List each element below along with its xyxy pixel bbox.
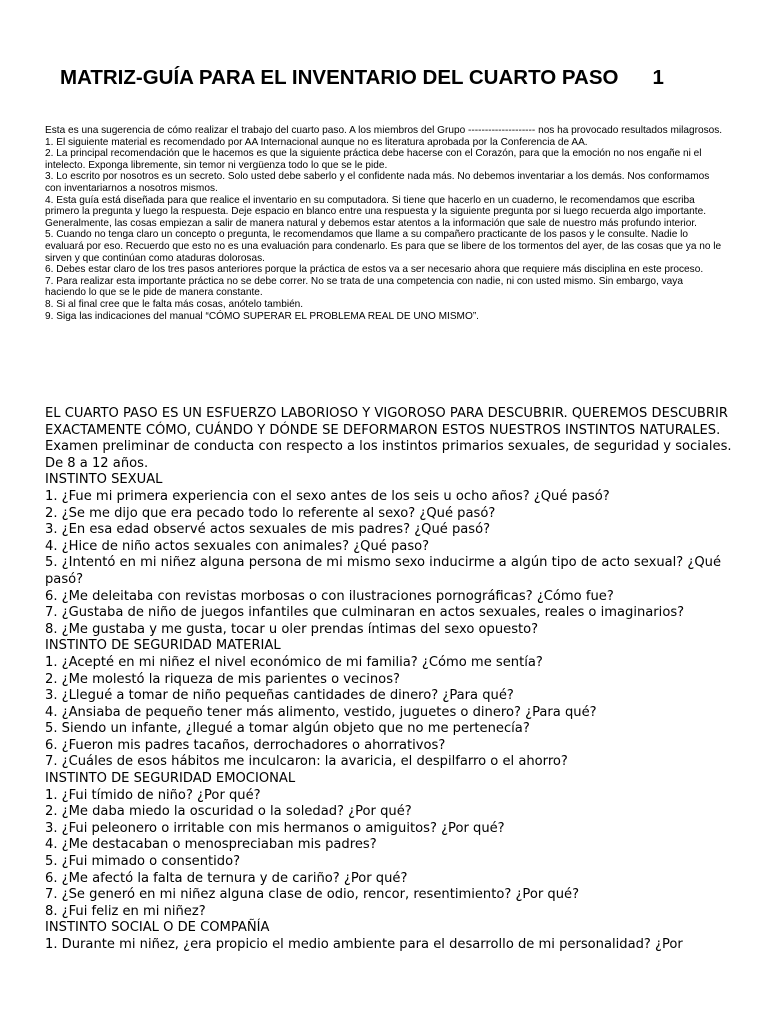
question-item: 7. ¿Se generó en mi niñez alguna clase de odio, rencor, resentimiento? ¿Por qué? (45, 887, 580, 903)
question-item: 2. ¿Se me dijo que era pecado todo lo referente al sexo? ¿Qué pasó? (45, 505, 496, 521)
section-heading-emotional-security: INSTINTO DE SEGURIDAD EMOCIONAL (45, 771, 296, 787)
section-heading-social: INSTINTO SOCIAL O DE COMPAÑÍA (45, 920, 270, 936)
question-item: 4. ¿Hice de niño actos sexuales con animales? ¿Qué paso? (45, 538, 430, 554)
intro-paragraph: 6. Debes estar claro de los tres pasos anteriores porque la práctica de estos va a ser necesario ahora que requiere más disciplina en este proceso. (45, 264, 704, 276)
question-item: 8. ¿Me gustaba y me gusta, tocar u oler prendas íntimas del sexo opuesto? (45, 621, 539, 637)
section-intro-heading: EL CUARTO PASO ES UN ESFUERZO LABORIOSO Y VIGOROSO PARA DESCUBRIR. QUEREMOS DESCUBRIR EXACTAMENTE CÓMO, CUÁNDO Y DÓNDE SE DEFORMARON ESTOS NUESTROS INSTINTOS NATURALES. (45, 406, 728, 438)
question-item: 3. ¿Llegué a tomar de niño pequeñas cantidades de dinero? ¿Para qué? (45, 688, 514, 704)
question-item: 6. ¿Me deleitaba con revistas morbosas o con ilustraciones pornográficas? ¿Cómo fue? (45, 588, 614, 604)
intro-paragraph: 4. Esta guía está diseñada para que realice el inventario en su computadora. Si tiene que hacerlo en un cuaderno, le recomendamos que escriba primero la pregunta y luego la respuesta. Deje espacio en blanco entre una respuesta y la siguiente pregunta por si luego recuerda algo importante. Generalmente, las cosas empiezan a salir de manera natural y debemos estar atentos a la información que sale de nuestro más profundo interior. (45, 194, 706, 229)
question-item: 5. ¿Fui mimado o consentido? (45, 854, 241, 870)
section-heading-sexual: INSTINTO SEXUAL (45, 472, 163, 488)
question-item: 3. ¿En esa edad observé actos sexuales de mis padres? ¿Qué pasó? (45, 522, 491, 538)
intro-paragraph: 5. Cuando no tenga claro un concepto o pregunta, le recomendamos que llame a su compañero practicante de los pasos y le consulte. Nadie lo evaluará por eso. Recuerdo que esto no es una evaluación para condenarlo. Es para que se libere de los tormentos del ayer, de las cosas que ya no le sirven y que continúan como ataduras dolorosas. (45, 229, 722, 264)
question-item: 5. ¿Intentó en mi niñez alguna persona de mi mismo sexo inducirme a algún tipo de acto sexual? ¿Qué pasó? (45, 555, 721, 587)
page-number: 1 (652, 66, 664, 89)
intro-paragraph: 2. La principal recomendación que le hacemos es que la siguiente práctica debe hacerse con el Corazón, para que la emoción no nos engañe ni el intelecto. Exponga libremente, sin temor ni vergüenza todo lo que se le pide. (45, 148, 702, 171)
section-heading-material-security: INSTINTO DE SEGURIDAD MATERIAL (45, 638, 281, 654)
intro-paragraph: 9. Siga las indicaciones del manual “CÓMO SUPERAR EL PROBLEMA REAL DE UNO MISMO”. (45, 310, 479, 322)
question-item: 8. ¿Fui feliz en mi niñez? (45, 903, 206, 919)
question-item: 5. Siendo un infante, ¿llegué a tomar algún objeto que no me pertenecía? (45, 721, 530, 737)
question-item: 7. ¿Gustaba de niño de juegos infantiles que culminaran en actos sexuales, reales o imaginarios? (45, 605, 685, 621)
intro-paragraph: 1. El siguiente material es recomendado por AA Internacional aunque no es literatura aprobada por la Conferencia de AA. (45, 136, 588, 148)
question-item: 2. ¿Me daba miedo la oscuridad o la soledad? ¿Por qué? (45, 804, 412, 820)
question-item: 6. ¿Me afectó la falta de ternura y de cariño? ¿Por qué? (45, 870, 408, 886)
intro-section (45, 125, 725, 322)
section-intro-text: Examen preliminar de conducta con respecto a los instintos primarios sexuales, de seguridad y sociales. De 8 a 12 años. (45, 439, 732, 471)
intro-paragraph: Esta es una sugerencia de cómo realizar el trabajo del cuarto paso. A los miembros del Grupo -------------------- nos ha provocado resultados milagrosos. (45, 125, 723, 136)
question-item: 3. ¿Fui peleonero o irritable con mis hermanos o amiguitos? ¿Por qué? (45, 820, 505, 836)
question-item: 1. ¿Acepté en mi niñez el nivel económico de mi familia? ¿Cómo me sentía? (45, 654, 543, 670)
document-title (60, 64, 720, 92)
intro-paragraph: 3. Lo escrito por nosotros es un secreto. Solo usted debe saberlo y el confidente nada más. No debemos inventariar a los demás. Nos conformamos con inventariarnos a nosotros mismos. (45, 171, 710, 194)
question-item: 1. ¿Fue mi primera experiencia con el sexo antes de los seis u ocho años? ¿Qué pasó? (45, 488, 610, 504)
title-text: MATRIZ-GUÍA PARA EL INVENTARIO DEL CUARTO PASO (60, 66, 619, 89)
question-item: 6. ¿Fueron mis padres tacaños, derrochadores o ahorrativos? (45, 737, 446, 753)
intro-paragraph: 8. Si al final cree que le falta más cosas, anótelo también. (45, 298, 304, 310)
question-item: 1. Durante mi niñez, ¿era propicio el medio ambiente para el desarrollo de mi personalidad? ¿Por (45, 937, 683, 952)
question-item: 2. ¿Me molestó la riqueza de mis parientes o vecinos? (45, 671, 400, 687)
question-item: 1. ¿Fui tímido de niño? ¿Por qué? (45, 787, 261, 803)
questionnaire-section (45, 406, 735, 954)
question-item: 7. ¿Cuáles de esos hábitos me inculcaron: la avaricia, el despilfarro o el ahorro? (45, 754, 568, 770)
intro-paragraph: 7. Para realizar esta importante práctica no se debe correr. No se trata de una competencia con nadie, ni con usted mismo. Sin embargo, vaya haciendo lo que se le pide de manera constante. (45, 275, 683, 299)
question-item: 4. ¿Me destacaban o menospreciaban mis padres? (45, 837, 377, 853)
question-item: 4. ¿Ansiaba de pequeño tener más alimento, vestido, juguetes o dinero? ¿Para qué? (45, 704, 597, 720)
